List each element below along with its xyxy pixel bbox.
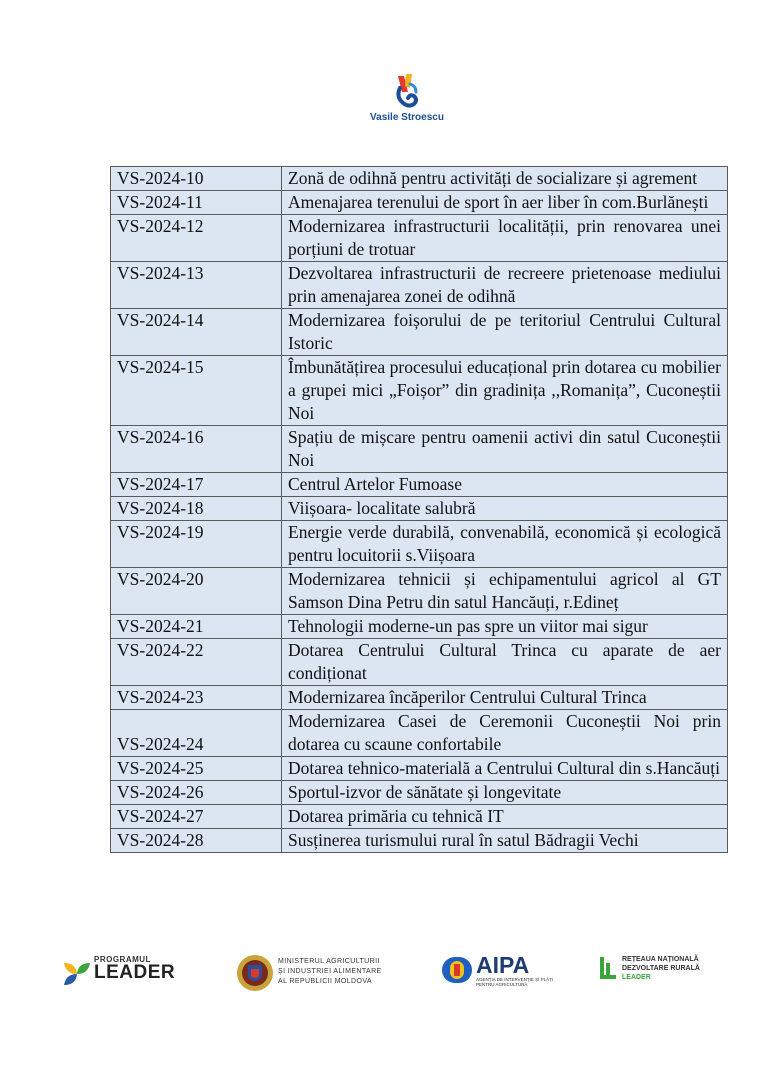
table-row [111,710,728,757]
project-code-cell: VS-2024-23 [111,686,282,710]
project-title-cell: Modernizarea infrastructurii localității, prin renovarea unei porțiuni de trotuar [282,215,728,262]
ministry-line-3: AL REPUBLICII MOLDOVA [278,978,372,985]
leader-small-text: PROGRAMUL [94,955,151,964]
retea-nationala-logo [600,955,700,982]
table-row [111,473,728,497]
project-title-cell: Modernizarea încăperilor Centrului Cultural Trinca [282,686,728,710]
project-code-cell: VS-2024-16 [111,426,282,473]
project-code-cell: VS-2024-24 [111,710,282,757]
project-code-cell: VS-2024-12 [111,215,282,262]
aipa-name: AIPA [476,952,530,978]
leader-program-logo [62,955,175,984]
vasile-stroescu-logo [362,74,452,123]
project-code-cell: VS-2024-14 [111,309,282,356]
project-code-cell: VS-2024-22 [111,639,282,686]
project-code-cell: VS-2024-25 [111,757,282,781]
table-row [111,167,728,191]
table-row [111,191,728,215]
aipa-logo [440,953,566,987]
project-code-cell: VS-2024-17 [111,473,282,497]
project-title-cell: Modernizarea foișorului de pe teritoriul Centrului Cultural Istoric [282,309,728,356]
table-row [111,497,728,521]
project-title-cell: Zonă de odihnă pentru activități de socializare și agrement [282,167,728,191]
project-title-cell: Sportul-izvor de sănătate și longevitate [282,781,728,805]
project-title-cell: Dezvoltarea infrastructurii de recreere prietenoase mediului prin amenajarea zonei de odihnă [282,262,728,309]
project-code-cell: VS-2024-27 [111,805,282,829]
table-row [111,309,728,356]
project-title-cell: Amenajarea terenului de sport în aer liber în com.Burlănești [282,191,728,215]
retea-line-3: LEADER [622,974,651,981]
project-code-cell: VS-2024-26 [111,781,282,805]
project-code-cell: VS-2024-15 [111,356,282,426]
project-title-cell: Dotarea primăria cu tehnică IT [282,805,728,829]
table-row [111,639,728,686]
project-code-cell: VS-2024-19 [111,521,282,568]
table-row [111,615,728,639]
projects-table [110,166,728,853]
project-code-cell: VS-2024-10 [111,167,282,191]
project-title-cell: Susținerea turismului rural în satul Bădragii Vechi [282,829,728,853]
project-code-cell: VS-2024-20 [111,568,282,615]
project-code-cell: VS-2024-28 [111,829,282,853]
table-row [111,215,728,262]
project-code-cell: VS-2024-11 [111,191,282,215]
table-row [111,805,728,829]
moldova-coat-of-arms-icon [236,951,274,995]
table-row [111,686,728,710]
table-row [111,568,728,615]
project-title-cell: Spațiu de mișcare pentru oamenii activi din satul Cuconeștii Noi [282,426,728,473]
project-title-cell: Îmbunătățirea procesului educațional prin dotarea cu mobilier a grupei mici „Foișor” din gradinița ,,Romanița”, Cuconeștii Noi [282,356,728,426]
project-code-cell: VS-2024-18 [111,497,282,521]
table-row [111,521,728,568]
leader-big-text: LEADER [94,962,176,983]
table-row [111,426,728,473]
project-code-cell: VS-2024-13 [111,262,282,309]
project-title-cell: Dotarea Centrului Cultural Trinca cu aparate de aer condiționat [282,639,728,686]
table-row [111,829,728,853]
table-row [111,757,728,781]
project-title-cell: Modernizarea tehnicii și echipamentului agricol al GT Samson Dina Petru din satul Hancăuți, r.Edineț [282,568,728,615]
aipa-subtitle: AGENȚIA DE INTERVENȚIE ȘI PLĂȚI PENTRU AGRICULTURĂ [476,977,554,987]
table-row [111,356,728,426]
ministry-line-1: MINISTERUL AGRICULTURII [278,958,380,965]
project-title-cell: Modernizarea Casei de Ceremonii Cuconeștii Noi prin dotarea cu scaune confortabile [282,710,728,757]
project-code-cell: VS-2024-21 [111,615,282,639]
table-row [111,781,728,805]
project-title-cell: Dotarea tehnico-materială a Centrului Cultural din s.Hancăuți [282,757,728,781]
table-row [111,262,728,309]
retea-line-1: REȚEAUA NAȚIONALĂ [622,956,699,963]
project-title-cell: Tehnologii moderne-un pas spre un viitor mai sigur [282,615,728,639]
partner-logos-footer [0,945,764,1005]
aipa-emblem-icon [440,953,474,987]
ministry-logo [236,951,382,987]
brand-name: Vasile Stroescu [370,112,444,123]
ministry-line-2: ȘI INDUSTRIEI ALIMENTARE [278,968,382,975]
retea-bars-icon [600,957,618,981]
project-title-cell: Energie verde durabilă, convenabilă, economică și ecologică pentru locuitorii s.Viișoara [282,521,728,568]
leader-leaf-icon [62,959,92,989]
vasile-stroescu-emblem-icon [392,74,422,110]
retea-line-2: DEZVOLTARE RURALĂ [622,965,700,972]
project-title-cell: Viișoara- localitate salubră [282,497,728,521]
project-title-cell: Centrul Artelor Fumoase [282,473,728,497]
